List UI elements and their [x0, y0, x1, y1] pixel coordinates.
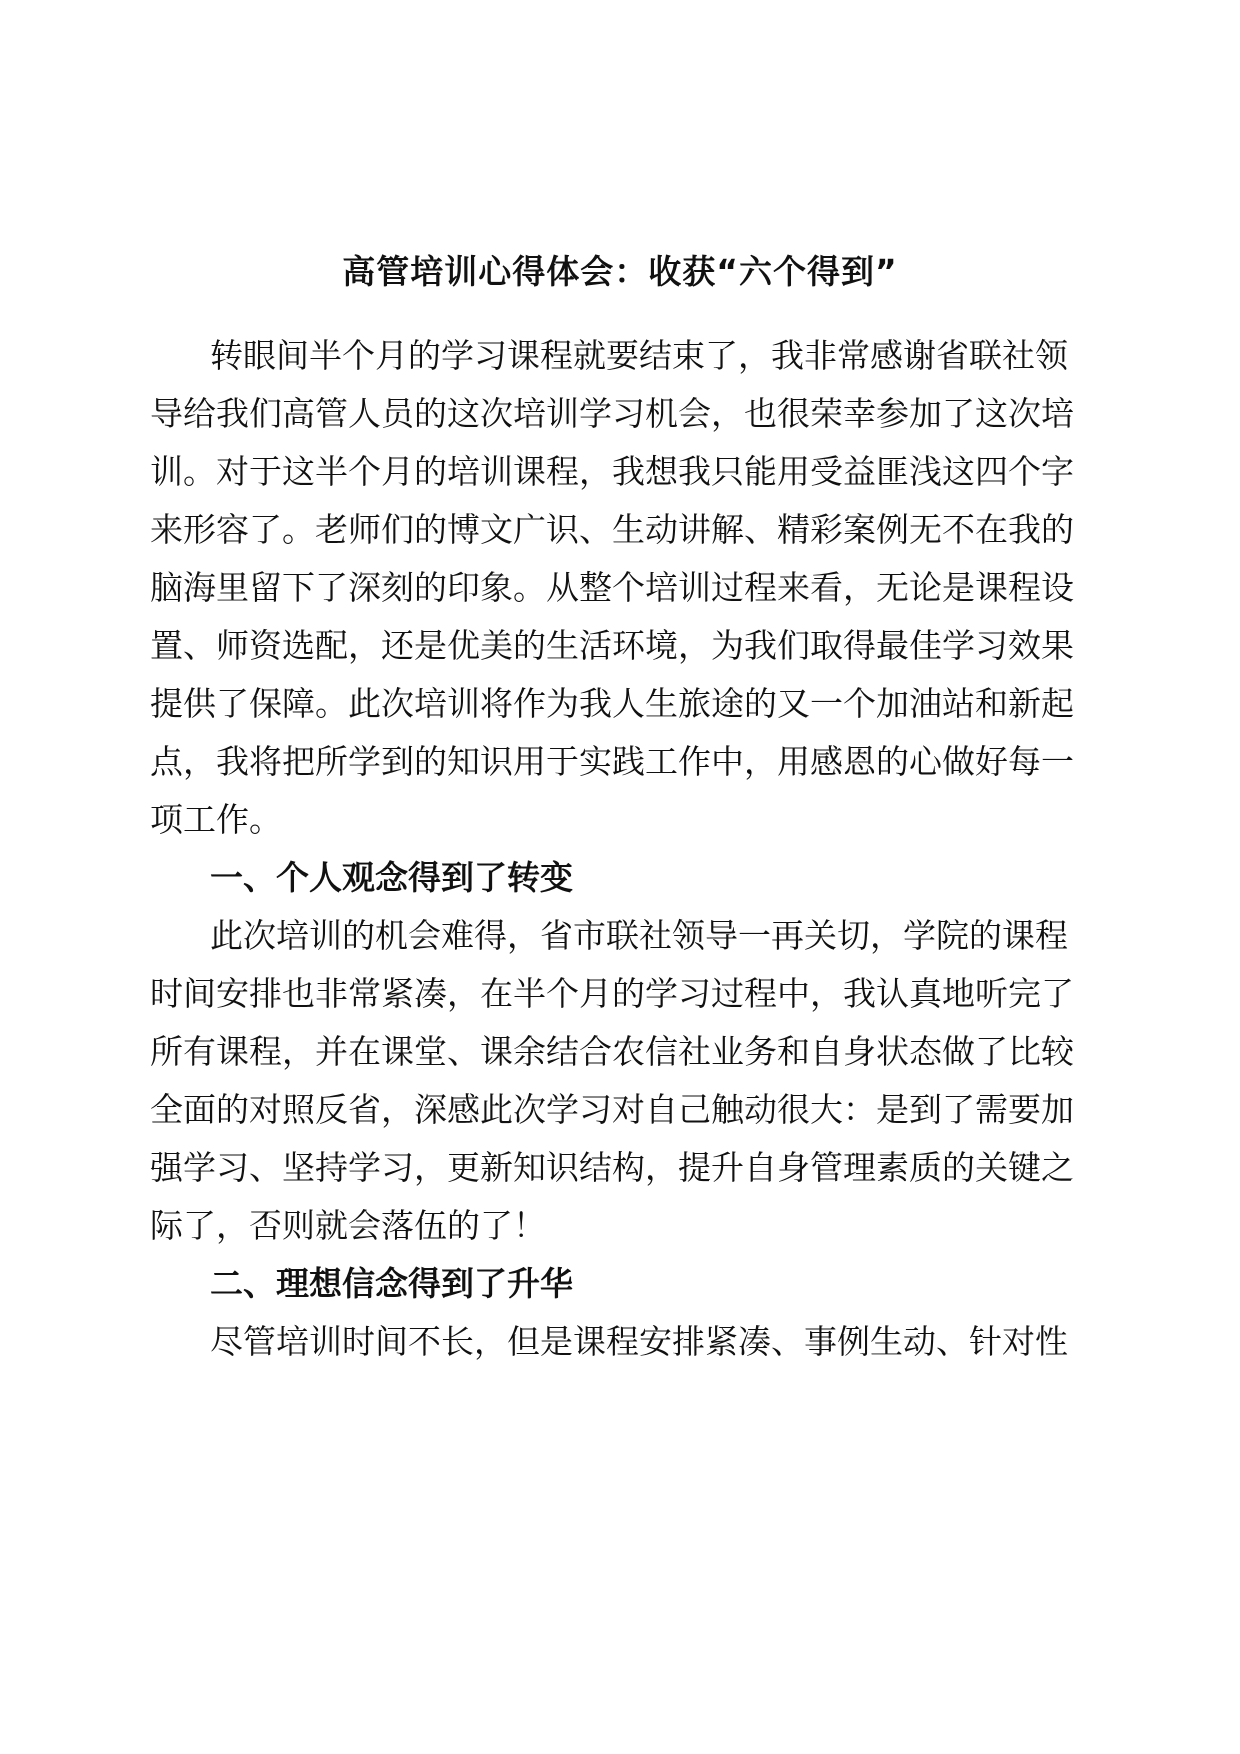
paragraph-1-line-5: 脑海里留下了深刻的印象。从整个培训过程来看，无论是课程设	[150, 568, 1074, 607]
paragraph-1-line-6: 置、师资选配，还是优美的生活环境，为我们取得最佳学习效果	[150, 626, 1074, 665]
paragraph-3-line-1: 尽管培训时间不长，但是课程安排紧凑、事例生动、针对性	[210, 1322, 1068, 1361]
document-title: 高管培训心得体会：收获“六个得到”	[342, 252, 898, 291]
paragraph-1-line-9: 项工作。	[150, 800, 282, 839]
paragraph-2-line-4: 全面的对照反省，深感此次学习对自己触动很大：是到了需要加	[150, 1090, 1074, 1129]
paragraph-2-line-2: 时间安排也非常紧凑，在半个月的学习过程中，我认真地听完了	[150, 974, 1074, 1013]
paragraph-1-line-8: 点，我将把所学到的知识用于实践工作中，用感恩的心做好每一	[150, 742, 1074, 781]
paragraph-1-line-2: 导给我们高管人员的这次培训学习机会，也很荣幸参加了这次培	[150, 394, 1074, 433]
paragraph-1-line-4: 来形容了。老师们的博文广识、生动讲解、精彩案例无不在我的	[150, 510, 1074, 549]
paragraph-2-line-6: 际了，否则就会落伍的了！	[150, 1206, 546, 1245]
section-heading-1: 一、个人观念得到了转变	[210, 858, 573, 897]
paragraph-2-line-1: 此次培训的机会难得，省市联社领导一再关切，学院的课程	[210, 916, 1068, 955]
paragraph-2-line-5: 强学习、坚持学习，更新知识结构，提升自身管理素质的关键之	[150, 1148, 1074, 1187]
paragraph-1-line-3: 训。对于这半个月的培训课程，我想我只能用受益匪浅这四个字	[150, 452, 1074, 491]
section-heading-2: 二、理想信念得到了升华	[210, 1264, 573, 1303]
paragraph-1-line-1: 转眼间半个月的学习课程就要结束了，我非常感谢省联社领	[210, 336, 1068, 375]
paragraph-1-line-7: 提供了保障。此次培训将作为我人生旅途的又一个加油站和新起	[150, 684, 1074, 723]
paragraph-2-line-3: 所有课程，并在课堂、课余结合农信社业务和自身状态做了比较	[150, 1032, 1074, 1071]
